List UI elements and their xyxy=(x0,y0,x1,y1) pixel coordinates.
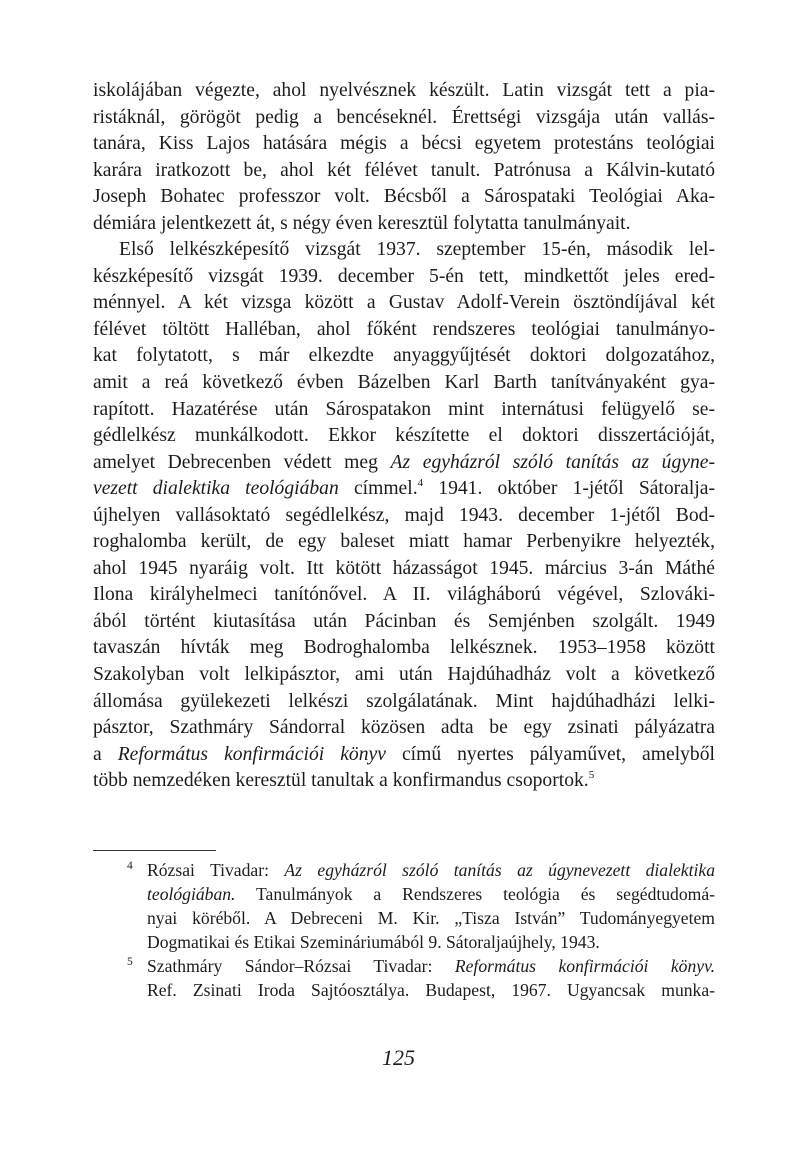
footnote-4 xyxy=(93,858,715,954)
text-line: tanára, Kiss Lajos hatására mégis a bécsi egyetem protestáns teológiai xyxy=(93,133,715,155)
text-line: roghalomba került, de egy baleset miatt hamar Perbenyikre helyezték, xyxy=(93,531,715,553)
text-line: állomása gyülekezeti lelkészi szolgálatának. Mint hajdúhadházi lelki- xyxy=(93,690,715,712)
text-line: rapított. Hazatérése után Sárospatakon mint internátusi felügyelő se- xyxy=(93,398,715,420)
paragraph-1 xyxy=(93,78,715,237)
text-run: amelyet Debrecenben védett meg xyxy=(93,451,391,473)
footnote-line: nyai köréből. A Debreceni M. Kir. „Tisza István” Tudományegyetem xyxy=(147,908,715,928)
text-line: újhelyen vallásoktató segédlelkész, majd 1943. december 1-jétől Bod- xyxy=(93,504,715,526)
footnote-ref[interactable]: 5 xyxy=(588,769,595,782)
text-run: címmel. xyxy=(338,478,418,500)
page-number: 125 xyxy=(382,1045,415,1070)
footnote-ref[interactable]: 4 xyxy=(417,477,424,490)
text-line xyxy=(93,476,715,503)
italic-title: Református konfirmációi könyv. xyxy=(454,956,715,976)
footnote-line xyxy=(147,882,715,906)
italic-title: Az egyházról szóló tanítás az úgyne- xyxy=(390,451,715,473)
text-run: című nyertes pályaművet, amelyből xyxy=(385,743,715,765)
text-run: több nemzedéken keresztül tanultak a konfirmandus csoportok. xyxy=(93,770,589,792)
text-line: pásztor, Szathmáry Sándorral közösen adta be egy zsinati pályázatra xyxy=(93,717,715,739)
text-line: ménnyel. A két vizsga között a Gustav Adolf-Verein ösztöndíjával két xyxy=(93,292,715,314)
text-line: gédlelkész munkálkodott. Ekkor készítette el doktori disszertációját, xyxy=(93,425,715,447)
text-line: készképesítő vizsgát 1939. december 5-én tett, mindkettőt jeles ered- xyxy=(93,265,715,287)
text-line: kat folytatott, s már elkezdte anyaggyűjtését doktori dolgozatához, xyxy=(93,345,715,367)
text-line: ristáknál, görögöt pedig a bencéseknél. Érettségi vizsgája után vallás- xyxy=(93,106,715,128)
text-run: Tanulmányok a Rendszeres teológia és segédtudomá- xyxy=(235,884,715,904)
footnote-number: 4 xyxy=(127,860,133,872)
italic-title: Az egyházról szóló tanítás az úgynevezett dialektika xyxy=(284,860,715,880)
footnotes xyxy=(93,858,715,1002)
footnote-number: 5 xyxy=(127,956,133,968)
text-line: iskolájában végezte, ahol nyelvésznek készült. Latin vizsgát tett a pia- xyxy=(93,80,715,101)
text-line: ahol 1945 nyaráig volt. Itt kötött házasságot 1945. március 3-án Máthé xyxy=(93,557,715,579)
text-line: Joseph Bohatec professzor volt. Bécsből a Sárospataki Teológiai Aka- xyxy=(93,186,715,208)
text-line: Első lelkészképesítő vizsgát 1937. szeptember 15-én, második lel- xyxy=(119,239,715,261)
text-line xyxy=(93,450,715,477)
text-run: Szathmáry Sándor–Rózsai Tivadar: xyxy=(147,956,455,976)
footnote-divider xyxy=(93,850,216,851)
text-line: démiára jelentkezett át, s négy éven keresztül folytatta tanulmányait. xyxy=(93,212,631,234)
main-text xyxy=(93,78,715,795)
text-line: tavaszán hívták meg Bodroghalomba lelkésznek. 1953–1958 között xyxy=(93,637,715,659)
text-line: Ilona királyhelmeci tanítónővel. A II. világháború végével, Szlováki- xyxy=(93,584,715,606)
italic-title: Református konfirmációi könyv xyxy=(117,743,386,765)
text-run: 1941. október 1-jétől Sátoralja- xyxy=(423,478,715,500)
footnote-line xyxy=(147,858,715,882)
text-line: amit a reá következő évben Bázelben Karl Barth tanítványaként gya- xyxy=(93,372,715,394)
text-run: a xyxy=(93,743,118,765)
italic-title: teológiában. xyxy=(147,884,236,904)
text-line: Szakolyban volt lelkipásztor, ami után Hajdúhadház volt a következő xyxy=(93,664,715,686)
footnote-5 xyxy=(93,954,715,1002)
text-line xyxy=(93,768,715,795)
text-line xyxy=(93,742,715,769)
text-line: félévet töltött Halléban, ahol főként rendszeres teológiai tanulmányo- xyxy=(93,318,715,340)
paragraph-2 xyxy=(93,237,715,794)
text-run: Rózsai Tivadar: xyxy=(147,860,285,880)
text-line: karára iratkozott be, ahol két félévet tanult. Patrónusa a Kálvin-kutató xyxy=(93,159,715,181)
italic-title: vezett dialektika teológiában xyxy=(93,478,339,500)
footnote-line: Dogmatikai és Etikai Szemináriumából 9. Sátoraljaújhely, 1943. xyxy=(147,932,600,952)
footnote-line: Ref. Zsinati Iroda Sajtóosztálya. Budapest, 1967. Ugyancsak munka- xyxy=(147,980,715,1000)
footnote-line xyxy=(147,954,715,978)
text-line: ából történt kiutasítása után Pácinban és Semjénben szolgált. 1949 xyxy=(93,610,715,632)
